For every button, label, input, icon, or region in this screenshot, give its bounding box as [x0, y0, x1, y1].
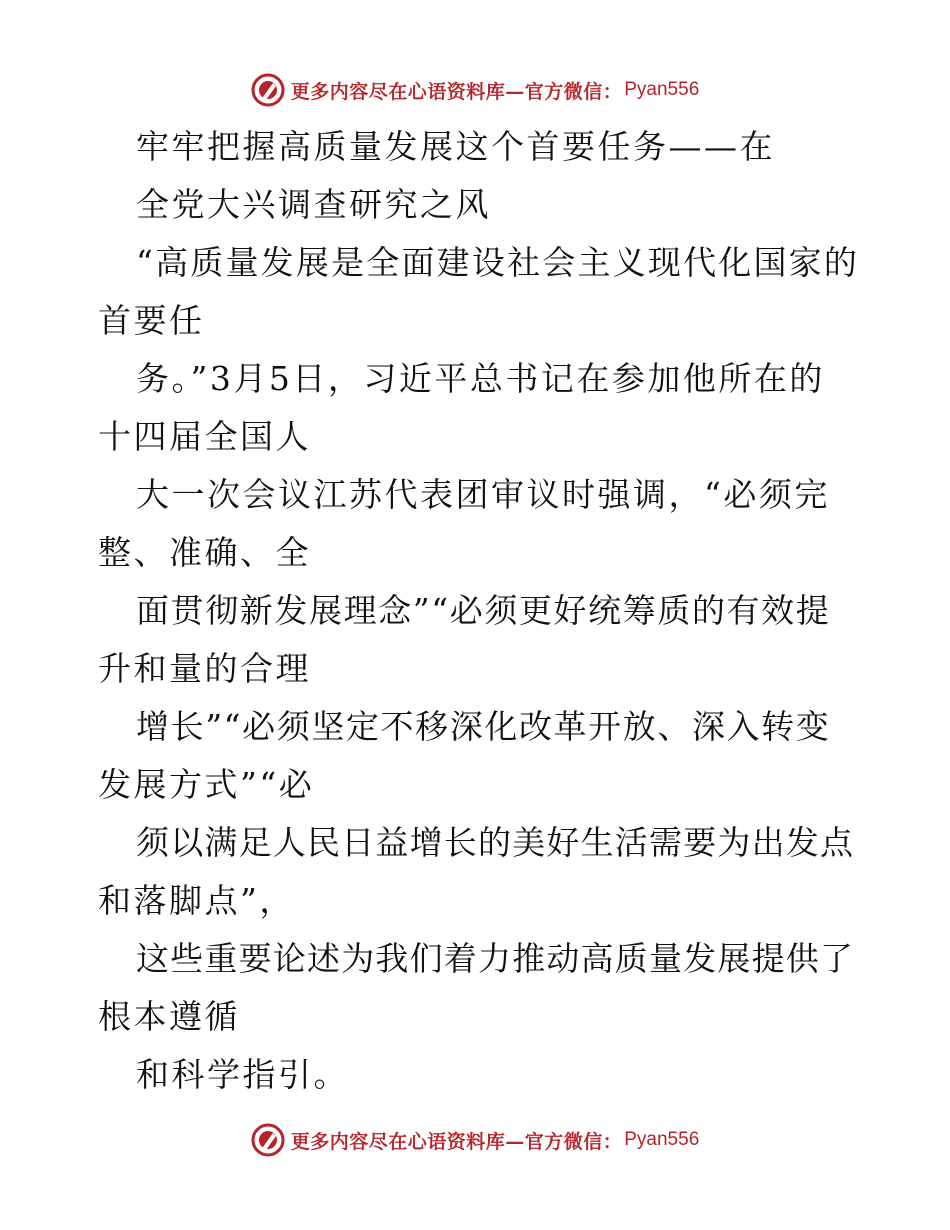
pen-logo-icon	[251, 73, 285, 107]
document-body	[98, 118, 858, 1104]
text-line: 这些重要论述为我们着力推动高质量发展提供了	[136, 939, 855, 978]
text-line: 首要任	[98, 301, 205, 340]
text-line: 增长”“必须坚定不移深化改革开放、深入转变	[136, 707, 831, 746]
text-line: 整、准确、全	[98, 533, 311, 572]
header-banner-text: 更多内容尽在心语资料库—官方微信：	[290, 80, 623, 103]
header-watermark-banner	[0, 70, 950, 110]
header-wechat-id: Pyan556	[624, 79, 700, 100]
text-line: 升和量的合理	[98, 649, 311, 688]
text-line: 十四届全国人	[98, 417, 311, 456]
footer-wechat-id: Pyan556	[624, 1129, 700, 1150]
text-line: 面贯彻新发展理念”“必须更好统筹质的有效提	[136, 591, 831, 630]
text-line: 和落脚点”，	[98, 881, 295, 920]
pen-logo-icon	[251, 1123, 285, 1157]
footer-banner-text: 更多内容尽在心语资料库—官方微信：	[290, 1130, 623, 1153]
text-line: 牢牢把握高质量发展这个首要任务——在	[136, 127, 775, 166]
text-line: 务。”3月5日，习近平总书记在参加他所在的	[136, 359, 825, 398]
text-line: 根本遵循	[98, 997, 240, 1036]
text-line: 须以满足人民日益增长的美好生活需要为出发点	[136, 823, 855, 862]
text-line: 大一次会议江苏代表团审议时强调，“必须完	[136, 475, 830, 514]
text-line: 和科学指引。	[136, 1055, 349, 1094]
text-line: “高质量发展是全面建设社会主义现代化国家的	[136, 243, 860, 282]
text-line: 发展方式”“必	[98, 765, 315, 804]
text-line: 全党大兴调查研究之风	[136, 185, 491, 224]
footer-watermark-banner	[0, 1120, 950, 1160]
